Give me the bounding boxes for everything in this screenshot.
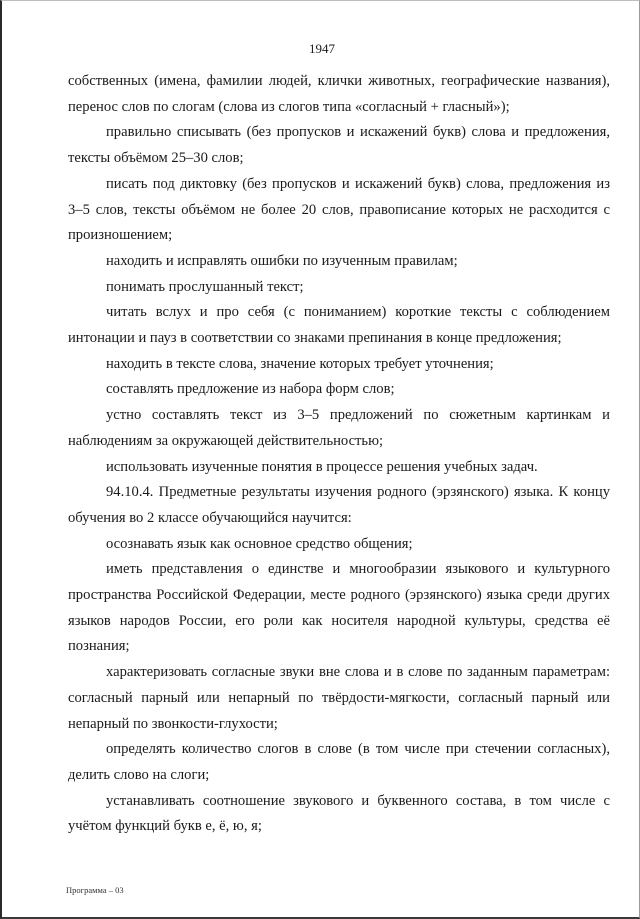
- paragraph: читать вслух и про себя (с пониманием) короткие тексты с соблюдением интонации и пауз в соответствии со знаками препинания в конце предложения;: [68, 304, 610, 347]
- paragraph: иметь представления о единстве и многообразии языкового и культурного пространства Российской Федерации, месте родного (эрзянского) языка среди других языков народов России, его роли как носителя народной культуры, средства её познания;: [68, 561, 610, 655]
- paragraph: понимать прослушанный текст;: [106, 278, 304, 295]
- paragraph: устанавливать соотношение звукового и буквенного состава, в том числе с учётом функций букв е, ё, ю, я;: [68, 792, 610, 835]
- paragraph: осознавать язык как основное средство общения;: [106, 535, 413, 552]
- document-body: [68, 69, 610, 840]
- paragraph: характеризовать согласные звуки вне слова и в слове по заданным параметрам: согласный парный или непарный по твёрдости-мягкости, согласный парный или непарный по звонкости-глухости;: [68, 664, 610, 732]
- paragraph: правильно списывать (без пропусков и искажений букв) слова и предложения, тексты объёмом 25–30 слов;: [68, 124, 610, 167]
- paragraph: находить в тексте слова, значение которых требует уточнения;: [106, 355, 494, 372]
- paragraph: использовать изученные понятия в процессе решения учебных задач.: [106, 458, 538, 475]
- paragraph: писать под диктовку (без пропусков и искажений букв) слова, предложения из 3–5 слов, тексты объёмом не более 20 слов, правописание которых не расходится с произношением;: [68, 175, 610, 244]
- paragraph: составлять предложение из набора форм слов;: [106, 381, 395, 398]
- paragraph: собственных (имена, фамилии людей, клички животных, географические названия), перенос слов по слогам (слова из слогов типа «согласный + гласный»);: [68, 73, 610, 115]
- paragraph: устно составлять текст из 3–5 предложений по сюжетным картинкам и наблюдениям за окружающей действительностью;: [68, 407, 610, 449]
- paragraph: определять количество слогов в слове (в том числе при стечении согласных), делить слово на слоги;: [68, 741, 610, 783]
- section-heading-paragraph: 94.10.4. Предметные результаты изучения родного (эрзянского) языка. К концу обучения во 2 классе обучающийся научится:: [68, 484, 610, 526]
- page-number: 1947: [309, 41, 335, 56]
- paragraph: находить и исправлять ошибки по изученным правилам;: [106, 252, 458, 269]
- footer-label: Программа – 03: [66, 885, 124, 895]
